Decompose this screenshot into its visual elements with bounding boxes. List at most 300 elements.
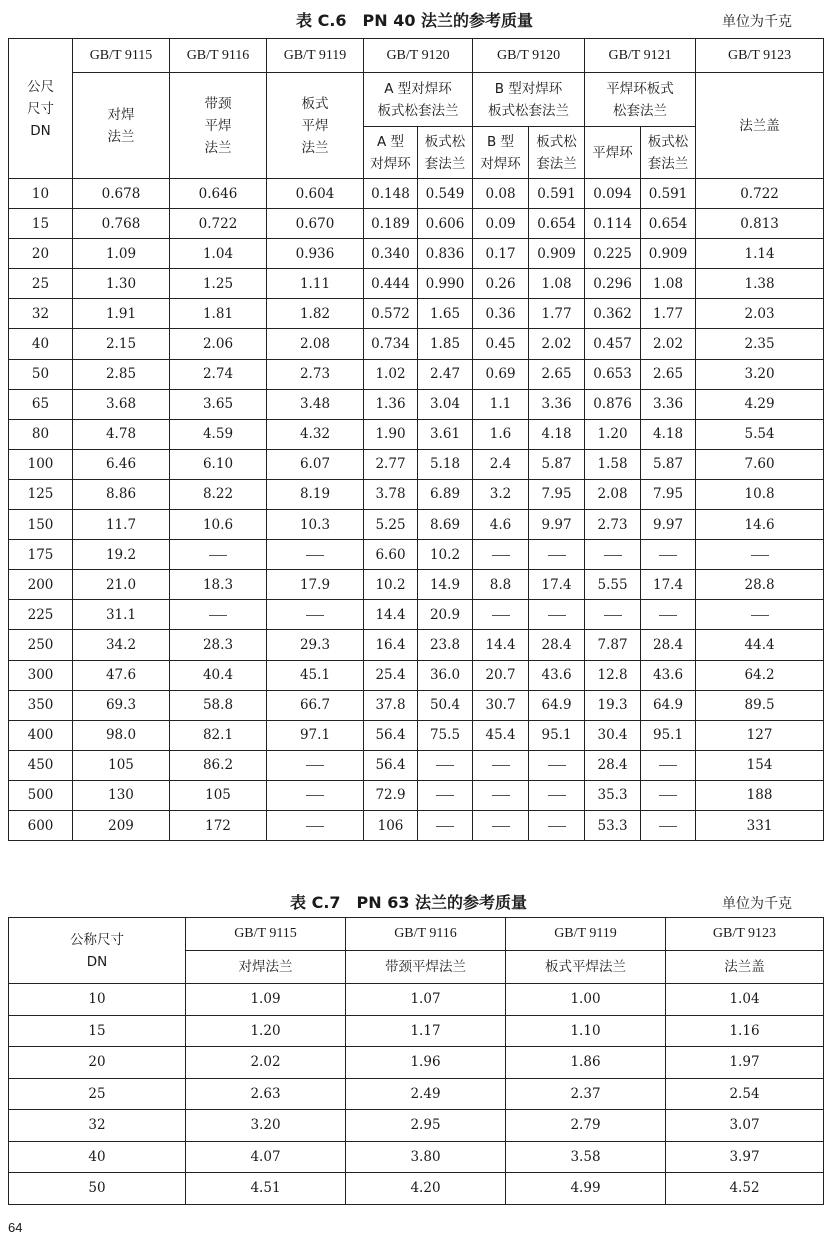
mass-cell: 35.3 — [585, 780, 641, 810]
header-line: 法兰 — [204, 139, 232, 156]
mass-cell — [585, 600, 641, 630]
mass-cell: 3.36 — [641, 389, 696, 419]
mass-cell: 4.6 — [473, 510, 529, 540]
mass-cell: 25.4 — [364, 660, 418, 690]
mass-cell: 45.1 — [267, 660, 364, 690]
type-header: 对焊法兰 — [186, 951, 346, 984]
table-row — [9, 540, 824, 570]
mass-cell: 0.591 — [641, 179, 696, 209]
mass-cell: 0.362 — [585, 299, 641, 329]
mass-cell: 3.61 — [418, 419, 473, 449]
header-line: 平焊 — [301, 117, 329, 134]
table-row — [9, 690, 824, 720]
mass-cell: 1.20 — [186, 1015, 346, 1047]
header-line: A 型 — [376, 133, 405, 150]
standard-header: GB/T 9116 — [346, 918, 506, 951]
mass-cell: 2.79 — [506, 1110, 666, 1142]
mass-cell: 4.51 — [186, 1173, 346, 1205]
standard-header: GB/T 9116 — [170, 39, 267, 73]
dn-header — [9, 39, 73, 179]
dn-cell: 40 — [9, 329, 73, 359]
dn-header — [9, 918, 186, 984]
mass-cell — [641, 600, 696, 630]
mass-cell: 17.4 — [641, 570, 696, 600]
mass-cell: 5.18 — [418, 449, 473, 479]
mass-cell: 0.457 — [585, 329, 641, 359]
mass-cell: 0.876 — [585, 389, 641, 419]
dash-mark — [548, 765, 566, 766]
dn-cell: 25 — [9, 1078, 186, 1110]
mass-cell: 3.78 — [364, 479, 418, 509]
mass-cell: 6.60 — [364, 540, 418, 570]
mass-cell: 7.60 — [696, 449, 824, 479]
mass-cell: 5.55 — [585, 570, 641, 600]
mass-cell: 2.4 — [473, 449, 529, 479]
mass-cell: 4.07 — [186, 1141, 346, 1173]
mass-cell: 72.9 — [364, 780, 418, 810]
mass-cell: 8.69 — [418, 510, 473, 540]
mass-cell: 1.58 — [585, 449, 641, 479]
header-row — [9, 918, 824, 951]
table-row — [9, 810, 824, 840]
mass-cell: 0.444 — [364, 269, 418, 299]
mass-cell: 2.49 — [346, 1078, 506, 1110]
dash-mark — [436, 826, 454, 827]
header-line: 带颈 — [204, 95, 232, 112]
mass-cell: 2.06 — [170, 329, 267, 359]
mass-cell: 1.91 — [73, 299, 170, 329]
mass-cell: 64.2 — [696, 660, 824, 690]
mass-cell: 10.6 — [170, 510, 267, 540]
mass-cell — [529, 540, 585, 570]
table-row — [9, 984, 824, 1016]
mass-cell: 2.54 — [666, 1078, 824, 1110]
dash-mark — [548, 555, 566, 556]
dn-cell: 15 — [9, 209, 73, 239]
mass-cell: 43.6 — [641, 660, 696, 690]
subtype-header — [641, 127, 696, 179]
mass-cell: 21.0 — [73, 570, 170, 600]
mass-cell — [696, 600, 824, 630]
table-row — [9, 179, 824, 209]
mass-cell: 44.4 — [696, 630, 824, 660]
mass-cell: 0.768 — [73, 209, 170, 239]
mass-cell: 1.08 — [529, 269, 585, 299]
mass-cell: 47.6 — [73, 660, 170, 690]
mass-cell: 4.78 — [73, 419, 170, 449]
mass-cell — [696, 540, 824, 570]
mass-cell: 0.36 — [473, 299, 529, 329]
mass-cell: 95.1 — [641, 720, 696, 750]
mass-cell: 105 — [73, 750, 170, 780]
mass-cell: 2.02 — [641, 329, 696, 359]
mass-cell: 37.8 — [364, 690, 418, 720]
table-row — [9, 269, 824, 299]
standard-header: GB/T 9115 — [73, 39, 170, 73]
type-header — [267, 73, 364, 179]
mass-cell: 0.734 — [364, 329, 418, 359]
table-row — [9, 359, 824, 389]
mass-cell: 2.02 — [529, 329, 585, 359]
header-line: 套法兰 — [536, 155, 577, 172]
subtype-header — [529, 127, 585, 179]
dash-mark — [492, 615, 510, 616]
dash-mark — [209, 615, 227, 616]
header-line: 法兰 — [107, 128, 135, 145]
mass-cell: 4.59 — [170, 419, 267, 449]
mass-cell — [473, 540, 529, 570]
type-header — [170, 73, 267, 179]
mass-cell: 97.1 — [267, 720, 364, 750]
dash-mark — [492, 795, 510, 796]
mass-cell: 3.80 — [346, 1141, 506, 1173]
mass-cell: 8.86 — [73, 479, 170, 509]
mass-cell: 14.9 — [418, 570, 473, 600]
dn-cell: 450 — [9, 750, 73, 780]
table-c7-unit: 单位为千克 — [722, 896, 792, 912]
mass-cell: 0.813 — [696, 209, 824, 239]
mass-cell: 2.65 — [641, 359, 696, 389]
mass-cell — [418, 810, 473, 840]
mass-cell: 106 — [364, 810, 418, 840]
dash-mark — [306, 795, 324, 796]
mass-cell — [418, 750, 473, 780]
dn-cell: 200 — [9, 570, 73, 600]
subtype-header — [473, 127, 529, 179]
mass-cell: 1.17 — [346, 1015, 506, 1047]
mass-cell: 0.653 — [585, 359, 641, 389]
mass-cell — [418, 780, 473, 810]
mass-cell — [529, 750, 585, 780]
mass-cell: 1.1 — [473, 389, 529, 419]
mass-cell: 4.32 — [267, 419, 364, 449]
mass-cell: 23.8 — [418, 630, 473, 660]
mass-cell — [267, 780, 364, 810]
standard-header: GB/T 9120 — [473, 39, 585, 73]
mass-cell: 1.11 — [267, 269, 364, 299]
dn-cell: 100 — [9, 449, 73, 479]
mass-cell: 154 — [696, 750, 824, 780]
dash-mark — [436, 765, 454, 766]
mass-cell: 2.85 — [73, 359, 170, 389]
header-line: 板式松套法兰 — [377, 102, 459, 119]
table-c7-caption: 表 C.7 PN 63 法兰的参考质量 — [290, 893, 528, 912]
dn-cell: 50 — [9, 1173, 186, 1205]
table-row — [9, 780, 824, 810]
mass-cell: 1.25 — [170, 269, 267, 299]
mass-cell: 0.549 — [418, 179, 473, 209]
type-header — [696, 73, 824, 179]
mass-cell: 127 — [696, 720, 824, 750]
mass-cell: 0.591 — [529, 179, 585, 209]
mass-cell: 188 — [696, 780, 824, 810]
table-row — [9, 1047, 824, 1079]
dn-cell: 25 — [9, 269, 73, 299]
mass-cell: 1.86 — [506, 1047, 666, 1079]
mass-cell: 0.606 — [418, 209, 473, 239]
mass-cell: 31.1 — [73, 600, 170, 630]
mass-cell: 1.07 — [346, 984, 506, 1016]
dn-cell: 10 — [9, 984, 186, 1016]
mass-cell: 1.81 — [170, 299, 267, 329]
mass-cell: 0.148 — [364, 179, 418, 209]
dn-cell: 20 — [9, 239, 73, 269]
dash-mark — [306, 765, 324, 766]
mass-cell: 1.90 — [364, 419, 418, 449]
dn-cell: 32 — [9, 299, 73, 329]
standard-header: GB/T 9121 — [585, 39, 696, 73]
table-row — [9, 389, 824, 419]
header-line: B 型 — [486, 133, 515, 150]
table-row — [9, 600, 824, 630]
mass-cell: 6.07 — [267, 449, 364, 479]
mass-cell: 89.5 — [696, 690, 824, 720]
mass-cell: 82.1 — [170, 720, 267, 750]
mass-cell: 1.09 — [186, 984, 346, 1016]
table-row — [9, 329, 824, 359]
table-row — [9, 1173, 824, 1205]
dn-cell: 10 — [9, 179, 73, 209]
dash-mark — [659, 555, 677, 556]
dash-mark — [548, 826, 566, 827]
mass-cell: 1.04 — [666, 984, 824, 1016]
mass-cell — [641, 810, 696, 840]
mass-cell: 1.14 — [696, 239, 824, 269]
mass-cell: 3.36 — [529, 389, 585, 419]
mass-cell: 0.654 — [529, 209, 585, 239]
mass-cell: 5.54 — [696, 419, 824, 449]
mass-cell: 3.20 — [696, 359, 824, 389]
mass-cell: 1.65 — [418, 299, 473, 329]
dash-mark — [492, 826, 510, 827]
mass-cell: 1.09 — [73, 239, 170, 269]
mass-cell: 5.87 — [641, 449, 696, 479]
mass-cell — [529, 780, 585, 810]
table-row — [9, 209, 824, 239]
mass-cell: 1.85 — [418, 329, 473, 359]
mass-cell — [267, 750, 364, 780]
mass-cell: 0.604 — [267, 179, 364, 209]
dn-cell: 400 — [9, 720, 73, 750]
mass-cell: 8.8 — [473, 570, 529, 600]
table-c6-caption: 表 C.6 PN 40 法兰的参考质量 — [296, 11, 534, 30]
mass-cell: 9.97 — [529, 510, 585, 540]
standard-header: GB/T 9119 — [506, 918, 666, 951]
mass-cell: 19.3 — [585, 690, 641, 720]
mass-cell: 40.4 — [170, 660, 267, 690]
mass-cell: 2.77 — [364, 449, 418, 479]
mass-cell: 1.08 — [641, 269, 696, 299]
header-line: 板式 — [301, 95, 329, 112]
header-line: 平焊环板式 — [606, 80, 674, 97]
dn-cell: 40 — [9, 1141, 186, 1173]
dash-mark — [548, 795, 566, 796]
mass-cell: 2.08 — [267, 329, 364, 359]
dn-cell: 80 — [9, 419, 73, 449]
table-row — [9, 479, 824, 509]
mass-cell: 0.26 — [473, 269, 529, 299]
mass-cell: 0.722 — [170, 209, 267, 239]
mass-cell: 50.4 — [418, 690, 473, 720]
mass-cell: 3.58 — [506, 1141, 666, 1173]
mass-cell: 53.3 — [585, 810, 641, 840]
dash-mark — [436, 795, 454, 796]
mass-cell: 3.65 — [170, 389, 267, 419]
header-line: DN — [30, 122, 51, 139]
mass-cell: 6.89 — [418, 479, 473, 509]
standard-header: GB/T 9123 — [696, 39, 824, 73]
mass-cell: 3.04 — [418, 389, 473, 419]
mass-cell: 2.02 — [186, 1047, 346, 1079]
standard-header: GB/T 9119 — [267, 39, 364, 73]
mass-cell: 28.8 — [696, 570, 824, 600]
header-line: 尺寸 — [27, 100, 54, 117]
header-line: 公称尺寸 — [70, 931, 124, 948]
dash-mark — [492, 555, 510, 556]
header-line: 板式松 — [536, 133, 577, 150]
mass-cell: 86.2 — [170, 750, 267, 780]
mass-cell: 18.3 — [170, 570, 267, 600]
table-row — [9, 570, 824, 600]
mass-cell — [267, 540, 364, 570]
header-line: 松套法兰 — [613, 102, 668, 119]
mass-cell: 0.678 — [73, 179, 170, 209]
mass-cell: 0.836 — [418, 239, 473, 269]
mass-cell: 4.18 — [641, 419, 696, 449]
table-row — [9, 510, 824, 540]
mass-cell: 2.74 — [170, 359, 267, 389]
mass-cell: 2.95 — [346, 1110, 506, 1142]
mass-cell — [267, 810, 364, 840]
mass-cell: 0.670 — [267, 209, 364, 239]
dn-cell: 225 — [9, 600, 73, 630]
mass-cell: 56.4 — [364, 720, 418, 750]
mass-cell — [641, 750, 696, 780]
header-line: B 型对焊环 — [494, 80, 563, 97]
table-row — [9, 449, 824, 479]
dn-cell: 250 — [9, 630, 73, 660]
type-header — [473, 73, 585, 127]
mass-cell — [641, 780, 696, 810]
header-line: 法兰盖 — [739, 117, 780, 134]
mass-cell: 36.0 — [418, 660, 473, 690]
mass-cell: 1.82 — [267, 299, 364, 329]
mass-cell: 4.18 — [529, 419, 585, 449]
table-row — [9, 630, 824, 660]
header-line: 平焊环 — [592, 144, 633, 161]
mass-cell: 0.114 — [585, 209, 641, 239]
mass-cell — [585, 540, 641, 570]
dn-cell: 150 — [9, 510, 73, 540]
mass-cell: 0.990 — [418, 269, 473, 299]
mass-cell: 0.45 — [473, 329, 529, 359]
mass-cell: 6.46 — [73, 449, 170, 479]
type-header — [364, 73, 473, 127]
dn-cell: 300 — [9, 660, 73, 690]
mass-cell: 0.909 — [529, 239, 585, 269]
mass-cell: 34.2 — [73, 630, 170, 660]
dash-mark — [306, 826, 324, 827]
mass-cell — [473, 780, 529, 810]
mass-cell: 8.22 — [170, 479, 267, 509]
header-line: 对焊 — [107, 106, 135, 123]
mass-cell: 10.2 — [364, 570, 418, 600]
mass-cell: 209 — [73, 810, 170, 840]
mass-cell: 5.25 — [364, 510, 418, 540]
mass-cell: 1.36 — [364, 389, 418, 419]
mass-cell: 0.225 — [585, 239, 641, 269]
dn-cell: 65 — [9, 389, 73, 419]
mass-cell: 3.48 — [267, 389, 364, 419]
dash-mark — [548, 615, 566, 616]
mass-cell: 3.97 — [666, 1141, 824, 1173]
mass-cell: 331 — [696, 810, 824, 840]
mass-cell: 0.17 — [473, 239, 529, 269]
mass-cell: 19.2 — [73, 540, 170, 570]
dash-mark — [751, 615, 769, 616]
header-line: 公尺 — [27, 78, 54, 95]
mass-cell: 2.37 — [506, 1078, 666, 1110]
mass-cell: 0.69 — [473, 359, 529, 389]
mass-cell: 8.19 — [267, 479, 364, 509]
mass-cell: 1.10 — [506, 1015, 666, 1047]
mass-cell — [170, 600, 267, 630]
mass-cell: 2.03 — [696, 299, 824, 329]
mass-cell: 10.3 — [267, 510, 364, 540]
header-row — [9, 73, 824, 127]
mass-cell: 7.95 — [641, 479, 696, 509]
type-header: 带颈平焊法兰 — [346, 951, 506, 984]
dn-cell: 125 — [9, 479, 73, 509]
table-row — [9, 1141, 824, 1173]
mass-cell: 20.7 — [473, 660, 529, 690]
mass-cell: 1.30 — [73, 269, 170, 299]
mass-cell: 66.7 — [267, 690, 364, 720]
mass-cell: 1.20 — [585, 419, 641, 449]
table-row — [9, 419, 824, 449]
mass-cell: 6.10 — [170, 449, 267, 479]
mass-cell: 1.00 — [506, 984, 666, 1016]
mass-cell: 2.15 — [73, 329, 170, 359]
standard-header: GB/T 9123 — [666, 918, 824, 951]
header-line: A 型对焊环 — [384, 80, 452, 97]
mass-cell: 1.97 — [666, 1047, 824, 1079]
type-header: 板式平焊法兰 — [506, 951, 666, 984]
type-header: 法兰盖 — [666, 951, 824, 984]
mass-cell: 0.08 — [473, 179, 529, 209]
dn-cell: 32 — [9, 1110, 186, 1142]
mass-cell: 64.9 — [641, 690, 696, 720]
dn-cell: 20 — [9, 1047, 186, 1079]
page-number: 64 — [8, 1220, 23, 1235]
mass-cell: 56.4 — [364, 750, 418, 780]
mass-cell: 4.52 — [666, 1173, 824, 1205]
mass-cell: 98.0 — [73, 720, 170, 750]
mass-cell: 0.646 — [170, 179, 267, 209]
mass-cell: 16.4 — [364, 630, 418, 660]
mass-cell: 75.5 — [418, 720, 473, 750]
type-header — [73, 73, 170, 179]
mass-cell: 69.3 — [73, 690, 170, 720]
header-line: 套法兰 — [647, 155, 689, 172]
table-c7 — [8, 917, 824, 1205]
mass-cell: 17.4 — [529, 570, 585, 600]
dash-mark — [209, 555, 227, 556]
subtype-header — [585, 127, 641, 179]
table-row — [9, 239, 824, 269]
mass-cell: 1.77 — [529, 299, 585, 329]
dash-mark — [492, 765, 510, 766]
